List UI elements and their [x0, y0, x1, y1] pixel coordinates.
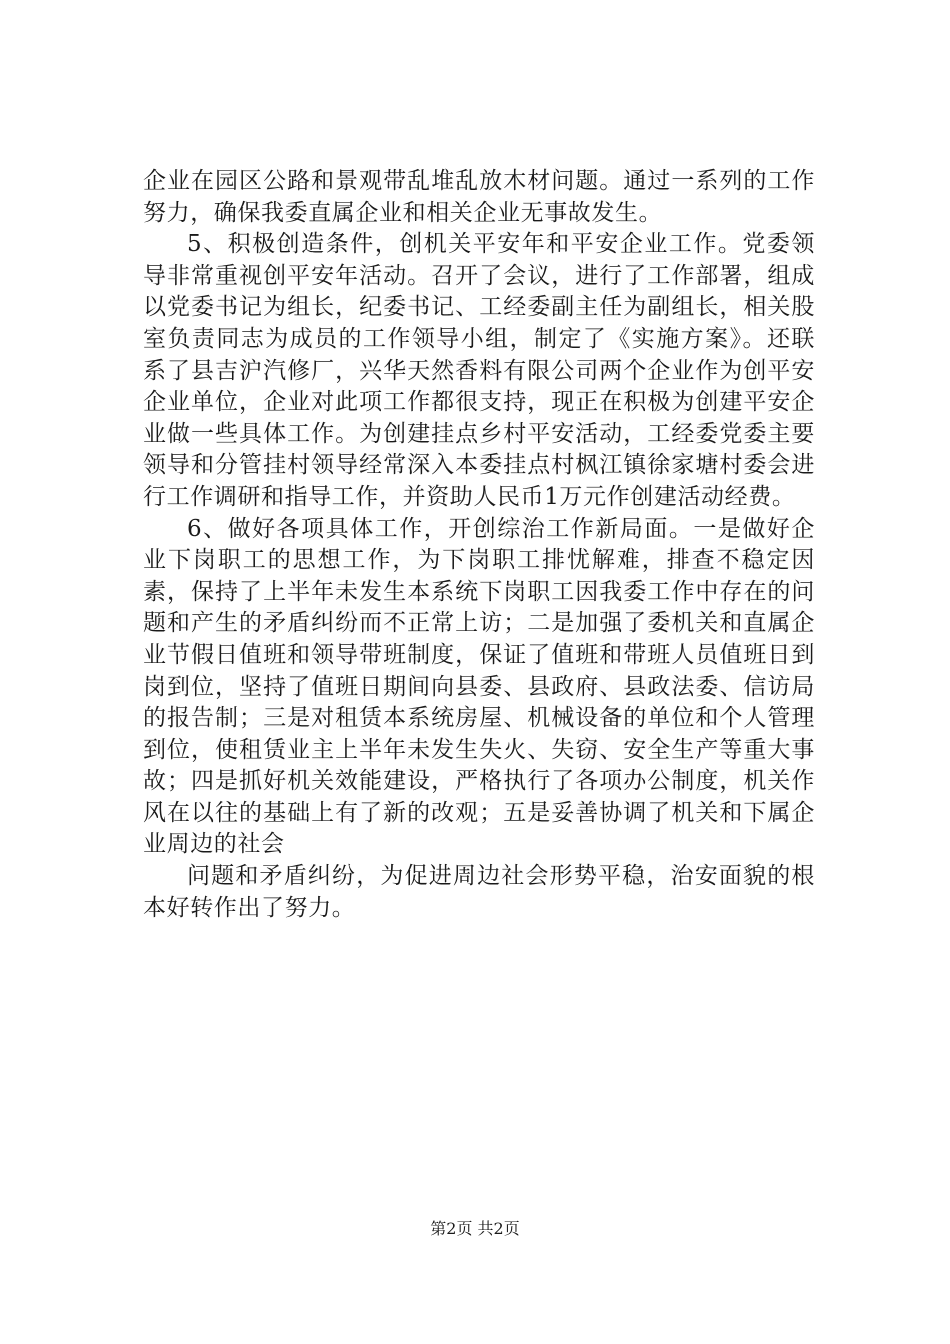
paragraph-continuation: 企业在园区公路和景观带乱堆乱放木材问题。通过一系列的工作努力，确保我委直属企业和相关企业无事故发生。 — [143, 168, 815, 226]
paragraph-closing: 问题和矛盾纠纷，为促进周边社会形势平稳，治安面貌的根本好转作出了努力。 — [143, 863, 815, 921]
paragraph-item-6: 6、做好各项具体工作，开创综治工作新局面。一是做好企业下岗职工的思想工作，为下岗职工排忧解难，排查不稳定因素，保持了上半年未发生本系统下岗职工因我委工作中存在的问题和产生的矛盾纠纷而不正常上访；二是加强了委机关和直属企业节假日值班和领导带班制度，保证了值班和带班人员值班日到岗到位，坚持了值班日期间向县委、县政府、县政法委、信访局的报告制；三是对租赁本系统房屋、机械设备的单位和个人管理到位，使租赁业主上半年未发生失火、失窃、安全生产等重大事故；四是抓好机关效能建设，严格执行了各项办公制度，机关作风在以往的基础上有了新的改观；五是妥善协调了机关和下属企业周边的社会 — [143, 515, 815, 858]
page-number-footer: 第2页 共2页 — [430, 1219, 520, 1238]
document-body — [143, 166, 815, 924]
paragraph-item-5: 5、积极创造条件，创机关平安年和平安企业工作。党委领导非常重视创平安年活动。召开了会议，进行了工作部署，组成以党委书记为组长，纪委书记、工经委副主任为副组长，相关股室负责同志为成员的工作领导小组，制定了《实施方案》。还联系了县吉沪汽修厂，兴华天然香料有限公司两个企业作为创平安企业单位，企业对此项工作都很支持，现正在积极为创建平安企业做一些具体工作。为创建挂点乡村平安活动，工经委党委主要领导和分管挂村领导经常深入本委挂点村枫江镇徐家塘村委会进行工作调研和指导工作，并资助人民币1万元作创建活动经费。 — [143, 231, 815, 510]
